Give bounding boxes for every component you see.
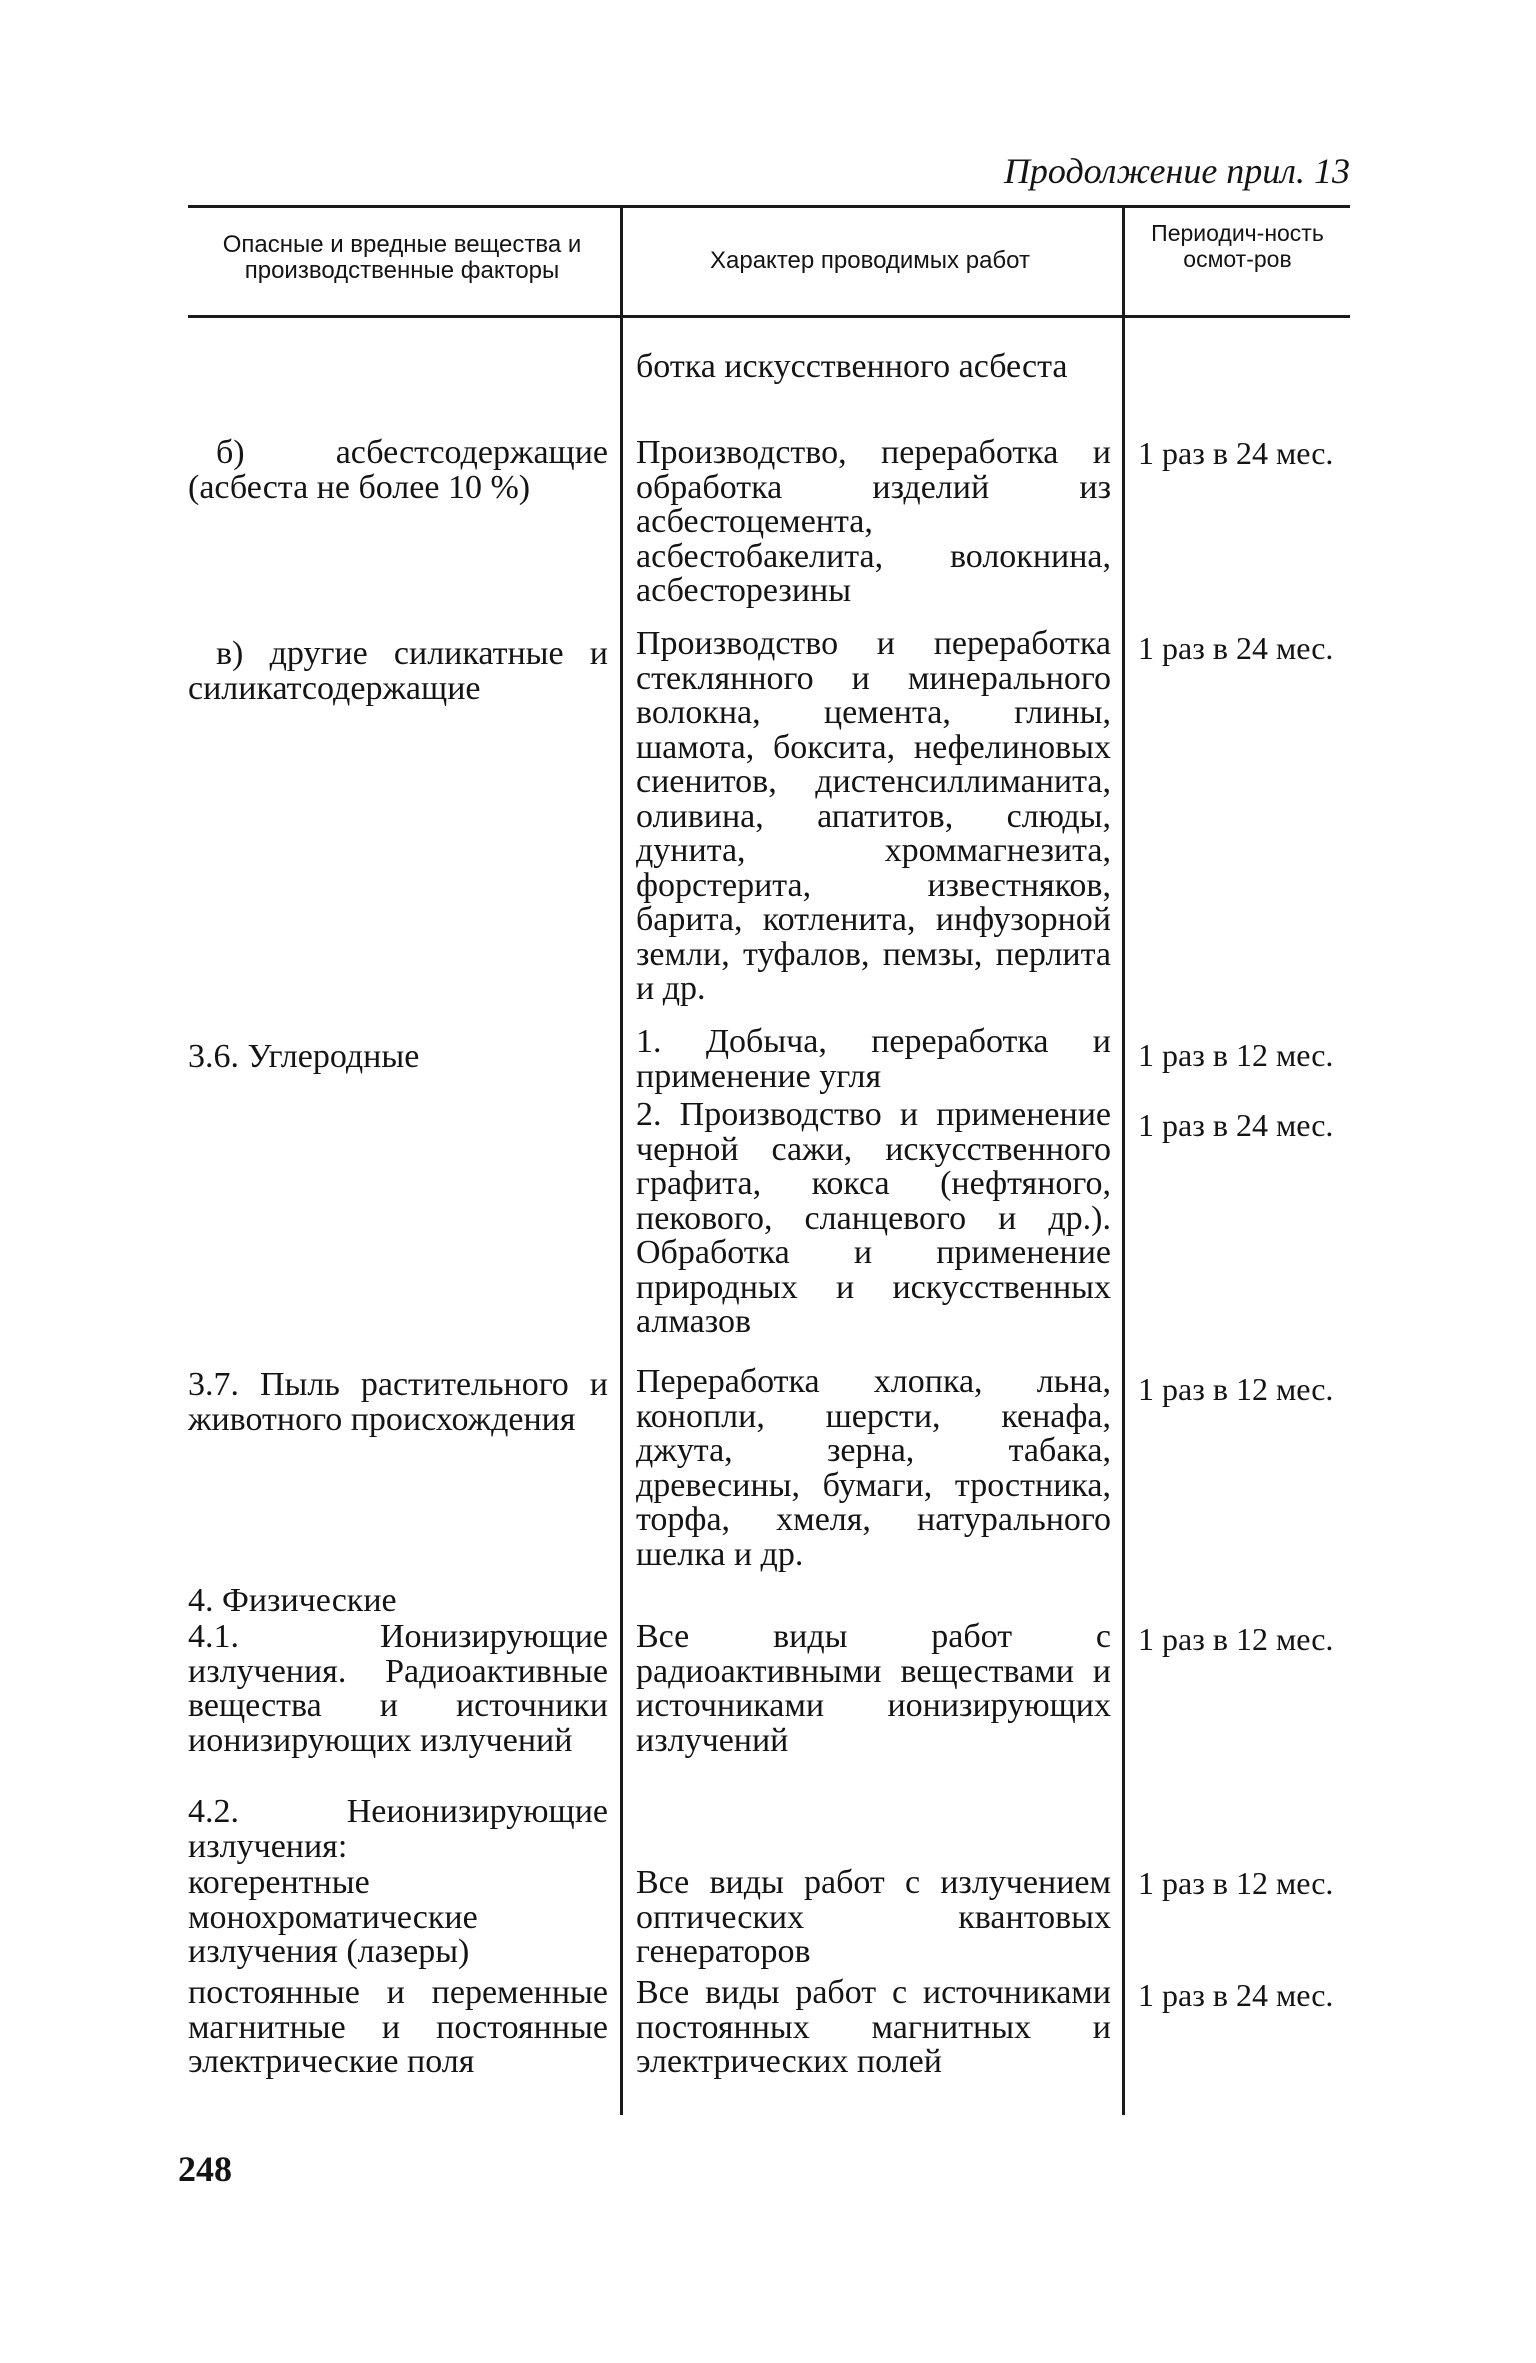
table-row-period: 1 раз в 12 мес. [1138,1865,1334,1901]
column-header-work: Характер проводимых работ [710,247,1030,274]
table-row-work: Производство и переработка стеклянного и минерального волокна, цемента, глины, шамота, боксита, нефелиновых сиенитов, дистенсиллиманита, оливина, апатитов, слюды, дунита, хроммагнезита, форстерита, известняков, барита, котленита, инфузорной земли, туфалов, пемзы, перлита и др. [636,625,1111,1007]
column-divider-right [1122,205,1125,2115]
table-row-period: 1 раз в 24 мес. [1138,435,1334,471]
table-row-work: 1. Добыча, переработка и применение угля [636,1023,1111,1095]
table-top-rule [188,205,1350,208]
table-row-period: 1 раз в 12 мес. [1138,1371,1334,1407]
header-bottom-rule [188,315,1350,318]
table-row-factor: 3.7. Пыль растительного и животного происхождения [188,1366,608,1438]
table-row-work: ботка искусственного асбеста [636,348,1068,385]
table-row-factor: когерентные монохроматические излучения (лазеры) [188,1864,478,1970]
table-row-period: 1 раз в 24 мес. [1138,630,1334,666]
table-row-work: Все виды работ с источниками постоянных магнитных и электрических полей [636,1974,1111,2080]
table-row-factor: 3.6. Углеродные [188,1038,420,1075]
table-row-work: 2. Производство и применение черной сажи, искусственного графита, кокса (нефтяного, пекового, сланцевого и др.). Обработка и применение природных и искусственных алмазов [636,1096,1111,1340]
column-header-period: Периодич-ность осмот-ров [1151,220,1324,272]
table-row-factor: б) асбестсодержащие (асбеста не более 10 %) [188,434,608,506]
table-row-factor: 4.1. Ионизирующие излучения. Радиоактивные вещества и источники ионизирующих излучений [188,1618,608,1759]
table-row-factor: постоянные и переменные магнитные и постоянные электрические поля [188,1974,608,2080]
column-header-factors: Опасные и вредные вещества и производственные факторы [222,231,582,284]
table-row-factor: в) другие силикатные и силикатсодержащие [188,635,608,707]
column-divider-left [620,205,623,2115]
table-row-period: 1 раз в 12 мес. [1138,1037,1334,1073]
table-row-period: 1 раз в 24 мес. [1138,1977,1334,2013]
continuation-label: Продолжение прил. 13 [1003,151,1350,191]
table-row-work: Производство, переработка и обработка изделий из асбестоцемента, асбестобакелита, волокнина, асбесторезины [636,434,1111,609]
page-number: 248 [178,2149,232,2189]
table-row-work: Все виды работ с радиоактивными веществами и источниками ионизирующих излучений [636,1618,1111,1759]
table-row-work: Переработка хлопка, льна, конопли, шерсти, кенафа, джута, зерна, табака, древесины, бумаги, тростника, торфа, хмеля, натурального шелка и др. [636,1363,1111,1573]
table-row-period: 1 раз в 24 мес. [1138,1107,1334,1143]
table-row-factor: 4.2. Неионизирующие излучения: [188,1793,608,1865]
section-heading: 4. Физические [188,1582,397,1619]
table-row-work: Все виды работ с излучением оптических квантовых генераторов [636,1864,1111,1970]
table-row-period: 1 раз в 12 мес. [1138,1621,1334,1657]
